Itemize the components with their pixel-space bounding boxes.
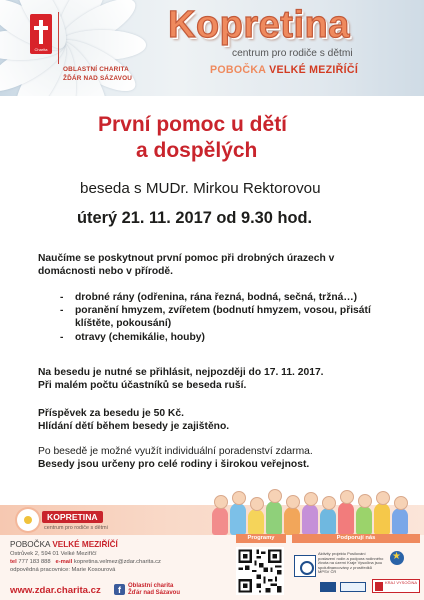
logo-divider [58, 12, 59, 64]
qr-code-icon [236, 547, 284, 595]
eu-flag-icon [320, 582, 336, 592]
footer-branch-name: VELKÉ MEZIŘÍČÍ [52, 540, 118, 549]
header-banner [0, 0, 424, 96]
facebook-page-line1: Oblastní charita [128, 583, 174, 589]
phone-label: tel [10, 559, 17, 565]
branch-prefix: POBOČKA [210, 64, 266, 76]
branch-label [210, 64, 358, 76]
org-name-line2: ŽĎÁR NAD SÁZAVOU [63, 75, 133, 82]
nrp-logo-icon [294, 555, 316, 577]
advice-note [38, 445, 388, 471]
registration-note [38, 366, 388, 392]
event-speaker: beseda s MUDr. Mirkou Rektorovou [80, 180, 321, 197]
fee-line1: Příspěvek za besedu je 50 Kč. [38, 408, 184, 419]
ministry-note: Aktivity projektu Posilování postavení rodin a podpora rodinného života na území Kraje Vysočina jsou spolufinancovány z prostředků MPSV ČR [318, 551, 384, 575]
star-logo-icon [390, 551, 404, 565]
list-item: - drobné rány (odřenina, rána řezná, bodná, sečná, tržná…) [60, 291, 380, 304]
registration-line1: Na besedu je nutné se přihlásit, nejpozději do 17. 11. 2017. [38, 367, 324, 378]
intro-paragraph: Naučíme se poskytnout první pomoc při drobných úrazech v domácnosti nebo v přírodě. [38, 253, 335, 278]
org-name-line1: OBLASTNÍ CHARITA [63, 66, 129, 73]
website-link[interactable]: www.zdar.charita.cz [10, 585, 101, 596]
event-title-line1: První pomoc u dětí [98, 113, 288, 136]
footer-address: Ostrůvek 2, 594 01 Velké Meziříčí [10, 551, 97, 557]
event-title [98, 112, 287, 164]
footer-contacts [10, 559, 161, 565]
support-label: Podporují nás [292, 534, 420, 543]
advice-line1: Po besedě je možné využít individuální poradenství zdarma. [38, 446, 313, 457]
branch-name: VELKÉ MEZIŘÍČÍ [269, 64, 359, 76]
caritas-cross-icon [30, 14, 52, 54]
brand-title: Kopretina [168, 4, 350, 46]
list-item: - otravy (chemikálie, houby) [60, 331, 380, 344]
brand-subtitle: centrum pro rodiče s dětmi [232, 48, 353, 59]
children-illustration [208, 485, 422, 535]
footer-mini-logo-sub: centrum pro rodiče s dětmi [44, 525, 108, 531]
footer-branch [10, 540, 118, 549]
phone-number: 777 183 888 [18, 559, 51, 565]
fee-line2: Hlídání dětí během besedy je zajištěno. [38, 421, 230, 433]
event-datetime: úterý 21. 11. 2017 od 9.30 hod. [77, 209, 313, 227]
facebook-page-line2: Žďár nad Sázavou [128, 590, 180, 596]
facebook-icon[interactable]: f [114, 584, 125, 595]
list-item: - poranění hmyzem, zvířetem (bodnutí hmyzem, vosou, přisátí klíštěte, pokousání) [60, 304, 380, 330]
footer-branch-prefix: POBOČKA [10, 540, 51, 549]
footer-contact-person: odpovědná pracovnice: Marie Kosourová [10, 567, 116, 573]
email-label: e-mail [55, 559, 73, 565]
partner-logo-icon [340, 582, 366, 592]
registration-line2: Při malém počtu účastníků se beseda ruší. [38, 380, 247, 392]
charita-logo [10, 10, 160, 88]
caritas-mark-text: Charita [34, 47, 48, 52]
programs-label: Programy [236, 534, 286, 543]
topic-list [60, 291, 380, 344]
footer-mini-logo: KOPRETINA [42, 511, 103, 523]
daisy-icon [17, 509, 39, 531]
fee-note [38, 407, 388, 433]
facebook-page-label[interactable] [128, 583, 180, 597]
kraj-vysocina-logo: KRAJ VYSOČINA [372, 579, 420, 593]
advice-line2: Besedy jsou určeny pro celé rodiny i širokou veřejnost. [38, 459, 310, 471]
email-link[interactable]: kopretina.velmez@zdar.charita.cz [73, 559, 161, 565]
event-title-line2: a dospělých [136, 139, 258, 162]
